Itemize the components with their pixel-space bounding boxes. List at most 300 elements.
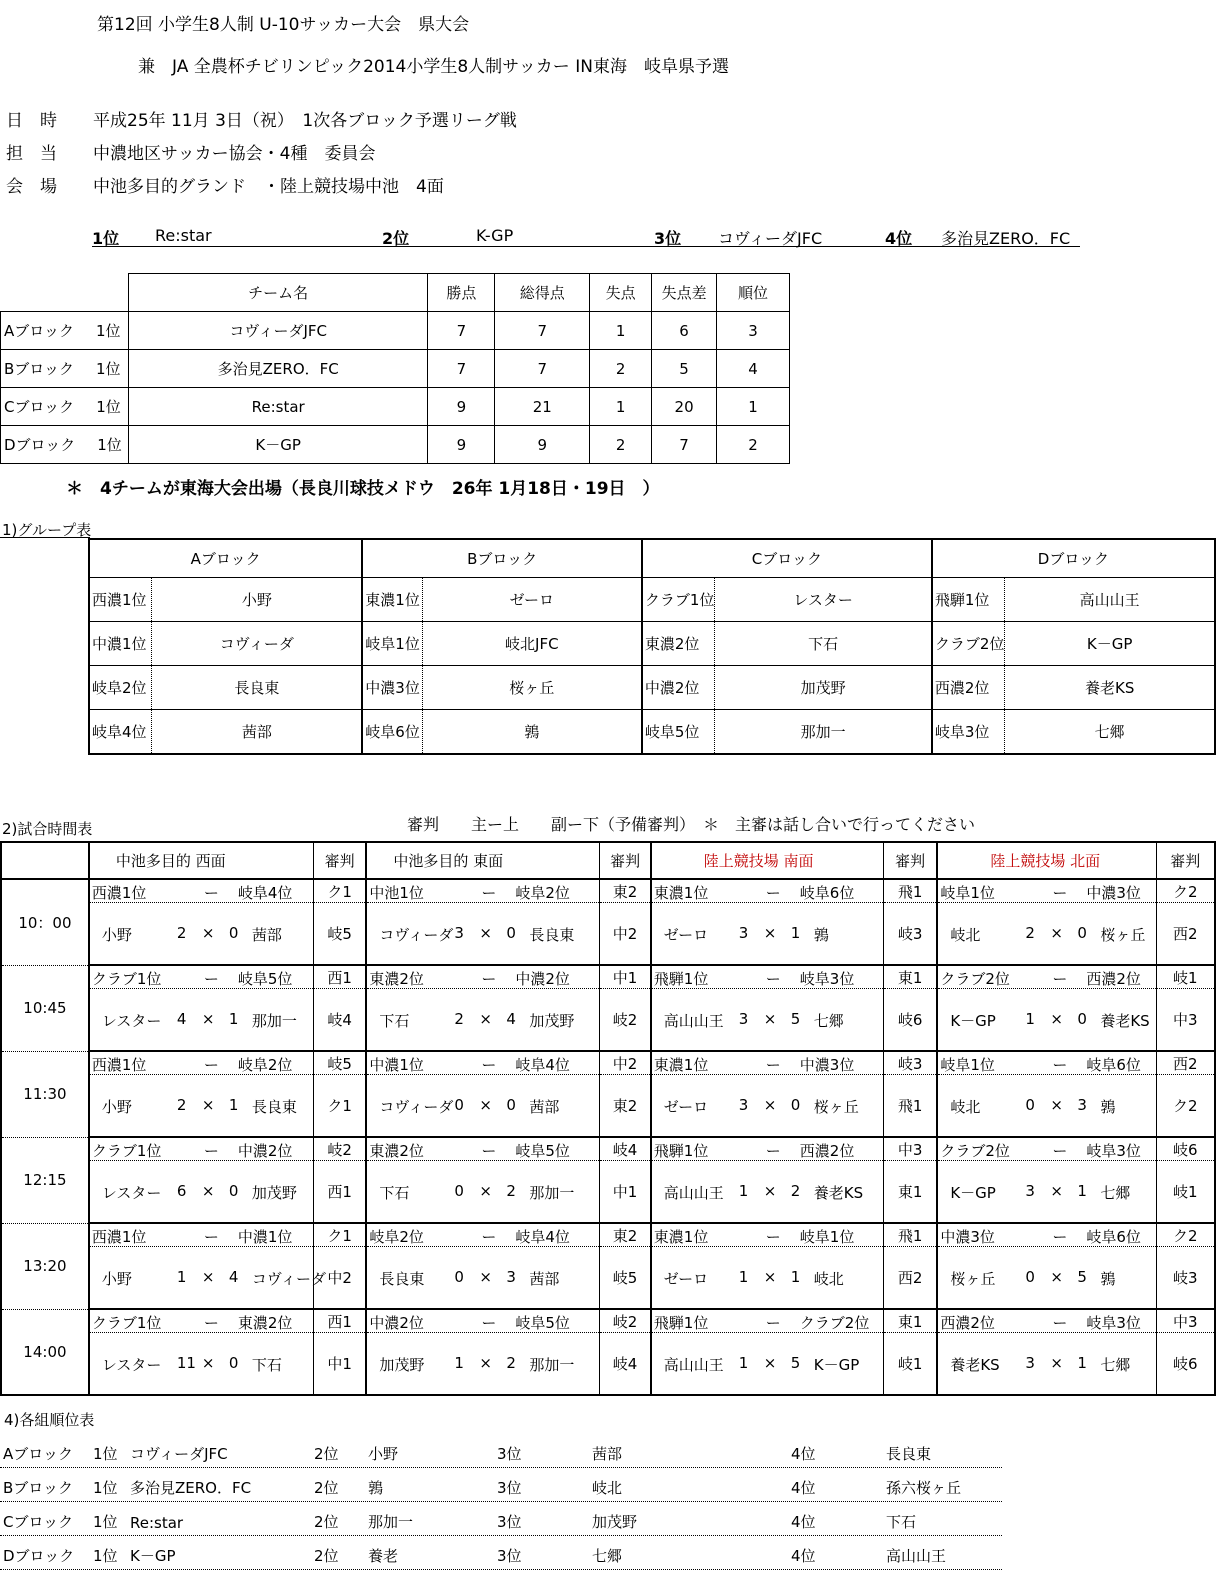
match-score-line xyxy=(940,1096,1155,1116)
referee-sub: ク2 xyxy=(1156,1075,1215,1138)
match-pairing-line xyxy=(369,967,599,987)
standings-t4: 高山山王 xyxy=(886,1547,947,1565)
standings-r4: 4位 xyxy=(791,1513,816,1531)
score-home-team: レスター xyxy=(101,1355,162,1374)
score-away-goals: 1 xyxy=(228,1095,239,1114)
schedule-score-row xyxy=(1,989,1215,1052)
match-score-line xyxy=(654,1096,883,1116)
score-times-sign: × xyxy=(479,1009,492,1028)
score-home-goals: 1 xyxy=(1025,1009,1035,1028)
score-away-goals: 1 xyxy=(790,1267,801,1286)
standings-r4: 4位 xyxy=(791,1547,816,1565)
group-seed: 岐阜1位 xyxy=(362,622,422,666)
pairing-dash: ー xyxy=(765,1314,781,1332)
results-row xyxy=(1,426,790,464)
results-block-name: Aブロック xyxy=(4,322,74,340)
match-pairing-line xyxy=(369,1311,599,1331)
match-score xyxy=(937,1161,1156,1224)
pairing-away: 岐阜3位 xyxy=(799,970,855,988)
pairing-away: 岐阜3位 xyxy=(1086,1314,1141,1332)
results-rank: 2 xyxy=(717,426,790,464)
score-away-goals: 0 xyxy=(228,923,239,942)
final-rank-3-label: 3位 xyxy=(654,229,682,248)
groups-heading: 1)グループ表 xyxy=(2,521,92,539)
results-goals-against: 1 xyxy=(590,312,652,350)
score-away-team: 岐北 xyxy=(813,1269,844,1288)
score-away-goals: 1 xyxy=(790,923,801,942)
match-score xyxy=(89,1075,314,1138)
results-team: K－GP xyxy=(128,426,428,464)
results-row xyxy=(1,312,790,350)
score-times-sign: × xyxy=(479,1181,492,1200)
group-seed: 東濃2位 xyxy=(642,622,715,666)
match-score xyxy=(89,1333,314,1396)
schedule-time: 11:30 xyxy=(1,1051,89,1137)
match-pairing-line xyxy=(654,1311,883,1331)
standings-heading: 4)各組順位表 xyxy=(4,1411,95,1429)
match-score xyxy=(366,1161,600,1224)
match-pairing-line xyxy=(92,881,313,901)
referee-sub: 岐6 xyxy=(1156,1333,1215,1396)
standings-r3: 3位 xyxy=(497,1547,522,1565)
pairing-away: クラブ2位 xyxy=(799,1314,870,1332)
results-block-cell xyxy=(1,312,129,350)
referee-sub: 岐6 xyxy=(883,989,937,1052)
match-pairing xyxy=(651,1223,884,1247)
match-pairing-line xyxy=(654,1225,883,1245)
match-pairing xyxy=(651,879,884,903)
referee-main: 東1 xyxy=(883,965,937,989)
standings-t3: 加茂野 xyxy=(592,1513,638,1531)
match-pairing-line xyxy=(940,967,1155,987)
group-team: 桜ヶ丘 xyxy=(422,666,642,710)
schedule-score-row xyxy=(1,1075,1215,1138)
match-score-line xyxy=(369,924,599,944)
match-pairing xyxy=(89,965,314,989)
schedule-time: 10：00 xyxy=(1,879,89,965)
results-goal-diff: 5 xyxy=(652,350,717,388)
referee-header: 審判 xyxy=(883,842,937,879)
match-pairing xyxy=(89,1309,314,1333)
final-rank-2-label: 2位 xyxy=(382,229,410,248)
match-score xyxy=(651,903,884,966)
standings-block: Cブロック xyxy=(3,1513,74,1531)
standings-r2: 2位 xyxy=(314,1513,339,1531)
group-seed: 飛騨1位 xyxy=(932,578,1005,622)
group-team: 鶉 xyxy=(422,710,642,755)
score-times-sign: × xyxy=(1050,1095,1063,1114)
pairing-dash: ー xyxy=(1052,1056,1068,1074)
final-rank-1-team: Re:star xyxy=(155,226,212,245)
match-score xyxy=(937,1075,1156,1138)
score-away-goals: 0 xyxy=(1077,923,1087,942)
score-times-sign: × xyxy=(1050,1353,1063,1372)
score-home-goals: 1 xyxy=(738,1267,749,1286)
match-pairing xyxy=(937,1309,1156,1333)
match-score-line xyxy=(92,1010,313,1030)
pairing-away: 岐阜6位 xyxy=(1086,1228,1141,1246)
pairing-home: クラブ1位 xyxy=(91,1142,162,1160)
score-away-team: 七郷 xyxy=(1100,1183,1131,1202)
results-points: 9 xyxy=(428,426,495,464)
match-pairing xyxy=(937,879,1156,903)
score-home-goals: 0 xyxy=(454,1095,464,1114)
group-seed: 東濃1位 xyxy=(362,578,422,622)
pairing-away: 岐阜3位 xyxy=(1086,1142,1141,1160)
score-away-team: 桜ヶ丘 xyxy=(813,1097,859,1116)
pairing-home: 東濃2位 xyxy=(369,970,424,988)
match-score xyxy=(651,1161,884,1224)
group-team: 養老KS xyxy=(1005,666,1215,710)
referee-header: 審判 xyxy=(600,842,651,879)
pairing-dash: ー xyxy=(481,970,497,988)
score-home-goals: 3 xyxy=(1025,1181,1035,1200)
info-value-date: 平成25年 11月 3日（祝） 1次各ブロック予選リーグ戦 xyxy=(93,111,517,131)
score-away-team: 加茂野 xyxy=(251,1183,297,1202)
group-seed: 中濃2位 xyxy=(642,666,715,710)
match-pairing xyxy=(651,1051,884,1075)
referee-main: 岐3 xyxy=(883,1051,937,1075)
pairing-dash: ー xyxy=(765,1056,781,1074)
schedule-score-row xyxy=(1,903,1215,966)
schedule-score-row xyxy=(1,1247,1215,1310)
match-pairing xyxy=(651,965,884,989)
results-goals-for: 21 xyxy=(495,388,590,426)
pairing-dash: ー xyxy=(481,1056,497,1074)
standings-r3: 3位 xyxy=(497,1513,522,1531)
group-seed: 岐阜4位 xyxy=(89,710,152,755)
results-block-pos: 1位 xyxy=(97,436,122,454)
match-score-line xyxy=(92,1182,313,1202)
score-away-team: 茜部 xyxy=(529,1097,560,1116)
pairing-dash: ー xyxy=(481,884,497,902)
score-times-sign: × xyxy=(479,1353,492,1372)
pairing-home: 西濃2位 xyxy=(940,1314,995,1332)
pairing-away: 岐阜4位 xyxy=(515,1056,570,1074)
venue-header-2: 陸上競技場 南面 xyxy=(651,842,884,879)
score-home-team: レスター xyxy=(101,1183,162,1202)
pairing-home: クラブ1位 xyxy=(91,970,162,988)
results-goals-against: 2 xyxy=(590,350,652,388)
score-away-team: 七郷 xyxy=(813,1011,844,1030)
group-header-0: Aブロック xyxy=(89,539,362,578)
pairing-dash: ー xyxy=(203,970,219,988)
referee-sub: 中1 xyxy=(600,1161,651,1224)
info-label-venue: 会 場 xyxy=(6,177,57,197)
schedule-score-row xyxy=(1,1333,1215,1396)
match-score-line xyxy=(654,1268,883,1288)
results-block-name: Cブロック xyxy=(4,398,75,416)
results-goals-against: 2 xyxy=(590,426,652,464)
score-times-sign: × xyxy=(201,1009,215,1028)
score-home-goals: 3 xyxy=(454,923,464,942)
score-home-goals: 2 xyxy=(176,923,187,942)
score-home-team: 小野 xyxy=(101,925,132,944)
match-pairing-line xyxy=(940,1311,1155,1331)
match-score-line xyxy=(369,1096,599,1116)
match-pairing xyxy=(937,1223,1156,1247)
pairing-home: クラブ2位 xyxy=(940,970,1010,988)
match-score xyxy=(366,903,600,966)
group-header-1: Bブロック xyxy=(362,539,642,578)
pairing-away: 岐阜5位 xyxy=(237,970,293,988)
group-seed: クラブ2位 xyxy=(932,622,1005,666)
standings-block: Aブロック xyxy=(3,1445,73,1463)
pairing-home: 中濃1位 xyxy=(369,1056,424,1074)
results-points: 9 xyxy=(428,388,495,426)
results-row xyxy=(1,350,790,388)
info-label-charge: 担 当 xyxy=(6,144,57,164)
match-pairing-line xyxy=(92,1053,313,1073)
standings-r2: 2位 xyxy=(314,1479,339,1497)
score-home-team: K－GP xyxy=(950,1183,996,1202)
score-times-sign: × xyxy=(763,1353,777,1372)
results-header-row xyxy=(1,274,790,312)
score-home-team: 岐北 xyxy=(950,1097,981,1116)
score-home-goals: 0 xyxy=(454,1267,464,1286)
group-team: 茜部 xyxy=(152,710,362,755)
schedule-time: 13:20 xyxy=(1,1223,89,1309)
schedule-heading: 2)試合時間表 xyxy=(2,820,93,838)
pairing-dash: ー xyxy=(481,1314,497,1332)
pairing-away: 岐阜6位 xyxy=(1086,1056,1141,1074)
standings-t2: 那加一 xyxy=(368,1513,414,1531)
pairing-home: 飛騨1位 xyxy=(653,1314,709,1332)
score-home-team: ゼーロ xyxy=(663,925,709,944)
schedule-header-row xyxy=(1,842,1215,879)
results-block-cell xyxy=(1,350,129,388)
match-score-line xyxy=(369,1010,599,1030)
pairing-away: 岐阜5位 xyxy=(515,1314,570,1332)
results-header-team: チーム名 xyxy=(128,274,428,312)
score-home-goals: 2 xyxy=(454,1009,464,1028)
results-header-goals-for: 総得点 xyxy=(495,274,590,312)
score-times-sign: × xyxy=(201,1353,215,1372)
match-score xyxy=(937,989,1156,1052)
group-seed: 岐阜3位 xyxy=(932,710,1005,755)
match-pairing-line xyxy=(369,1139,599,1159)
results-team: 多治見ZERO．FC xyxy=(128,350,428,388)
results-goals-for: 7 xyxy=(495,350,590,388)
venue-header-0: 中池多目的 西面 xyxy=(89,842,314,879)
pairing-away: 東濃2位 xyxy=(237,1314,293,1332)
score-away-goals: 4 xyxy=(228,1267,239,1286)
group-row xyxy=(89,666,1215,710)
score-away-team: コヴィーダ xyxy=(251,1269,326,1288)
standings-r1: 1位 xyxy=(93,1547,118,1565)
score-home-goals: 1 xyxy=(176,1267,187,1286)
score-home-goals: 3 xyxy=(738,1095,749,1114)
score-home-team: コヴィーダ xyxy=(379,925,454,944)
match-score-line xyxy=(654,1182,883,1202)
pairing-home: 西濃1位 xyxy=(91,884,147,902)
score-away-team: 加茂野 xyxy=(529,1011,575,1030)
score-away-goals: 1 xyxy=(1077,1181,1087,1200)
match-score-line xyxy=(940,1182,1155,1202)
score-times-sign: × xyxy=(201,1267,215,1286)
pairing-away: 岐阜2位 xyxy=(237,1056,293,1074)
schedule-pair-row xyxy=(1,1051,1215,1075)
group-team: コヴィーダ xyxy=(152,622,362,666)
pairing-away: 中濃3位 xyxy=(1086,884,1141,902)
results-header-goal-diff: 失点差 xyxy=(652,274,717,312)
referee-header: 審判 xyxy=(313,842,366,879)
results-team: コヴィーダJFC xyxy=(128,312,428,350)
referee-main: 岐1 xyxy=(1156,965,1215,989)
results-block-pos: 1位 xyxy=(96,398,121,416)
referee-main: 東2 xyxy=(600,879,651,903)
match-pairing-line xyxy=(654,1139,883,1159)
score-home-goals: 2 xyxy=(176,1095,187,1114)
venue-header-3: 陸上競技場 北面 xyxy=(937,842,1156,879)
score-home-goals: 0 xyxy=(454,1181,464,1200)
match-pairing xyxy=(89,1051,314,1075)
standings-t4: 長良東 xyxy=(886,1445,932,1463)
match-pairing-line xyxy=(369,1053,599,1073)
score-away-team: K－GP xyxy=(813,1355,860,1374)
score-away-team: 那加一 xyxy=(529,1355,575,1374)
standings-row xyxy=(0,1509,1002,1536)
match-pairing xyxy=(366,1137,600,1161)
schedule-table xyxy=(0,841,1216,1396)
pairing-away: 岐阜2位 xyxy=(515,884,570,902)
score-times-sign: × xyxy=(201,1095,215,1114)
group-header-3: Dブロック xyxy=(932,539,1215,578)
referee-main: ク1 xyxy=(313,879,366,903)
standings-t4: 孫六桜ヶ丘 xyxy=(886,1479,962,1497)
score-times-sign: × xyxy=(1050,1267,1063,1286)
score-away-team: 茜部 xyxy=(529,1269,560,1288)
score-home-team: 養老KS xyxy=(950,1355,1000,1374)
referee-header: 審判 xyxy=(1156,842,1215,879)
pairing-away: 中濃2位 xyxy=(515,970,570,988)
match-pairing xyxy=(366,1051,600,1075)
referee-sub: 岐4 xyxy=(600,1333,651,1396)
match-pairing xyxy=(937,965,1156,989)
pairing-away: 岐阜5位 xyxy=(515,1142,570,1160)
match-score xyxy=(366,1247,600,1310)
referee-sub: 岐3 xyxy=(1156,1247,1215,1310)
results-table xyxy=(0,273,790,464)
results-header-goals-against: 失点 xyxy=(590,274,652,312)
match-pairing-line xyxy=(92,1311,313,1331)
group-seed: 西濃2位 xyxy=(932,666,1005,710)
standings-t1: Re:star xyxy=(130,1514,184,1532)
match-pairing-line xyxy=(654,1053,883,1073)
referee-main: 飛1 xyxy=(883,1223,937,1247)
score-away-goals: 5 xyxy=(790,1009,801,1028)
group-team: ゼーロ xyxy=(422,578,642,622)
score-away-team: 養老KS xyxy=(813,1183,864,1202)
score-home-team: 加茂野 xyxy=(379,1355,425,1374)
score-home-team: 桜ヶ丘 xyxy=(950,1269,996,1288)
match-pairing-line xyxy=(940,1139,1155,1159)
match-score-line xyxy=(654,924,883,944)
match-score-line xyxy=(940,1010,1155,1030)
match-score xyxy=(937,903,1156,966)
score-home-goals: 6 xyxy=(176,1181,187,1200)
pairing-home: 東濃2位 xyxy=(369,1142,424,1160)
group-team: 那加一 xyxy=(715,710,932,755)
group-seed: 中濃3位 xyxy=(362,666,422,710)
pairing-dash: ー xyxy=(1052,1314,1068,1332)
match-score xyxy=(937,1247,1156,1310)
standings-t2: 鶉 xyxy=(368,1479,384,1497)
score-away-team: 桜ヶ丘 xyxy=(1100,925,1146,944)
score-home-goals: 4 xyxy=(176,1009,187,1028)
pairing-home: クラブ2位 xyxy=(940,1142,1010,1160)
score-times-sign: × xyxy=(763,923,777,942)
results-rank: 3 xyxy=(717,312,790,350)
score-away-goals: 0 xyxy=(228,1181,239,1200)
group-seed: 西濃1位 xyxy=(89,578,152,622)
info-value-charge: 中濃地区サッカー協会・4種 委員会 xyxy=(93,144,376,164)
pairing-dash: ー xyxy=(203,1142,219,1160)
match-pairing xyxy=(937,1137,1156,1161)
score-away-team: 長良東 xyxy=(529,925,575,944)
standings-r1: 1位 xyxy=(93,1445,118,1463)
tokai-note: ＊ 4チームが東海大会出場（長良川球技メドウ 26年 1月18日・19日 ） xyxy=(66,479,660,499)
score-home-team: 下石 xyxy=(379,1011,410,1030)
score-times-sign: × xyxy=(763,1181,777,1200)
match-pairing xyxy=(89,1223,314,1247)
pairing-home: 東濃1位 xyxy=(653,1228,709,1246)
score-away-goals: 1 xyxy=(1077,1353,1087,1372)
results-row xyxy=(1,388,790,426)
match-score-line xyxy=(654,1010,883,1030)
referee-sub: 中2 xyxy=(600,903,651,966)
standings-block: Dブロック xyxy=(3,1547,75,1565)
match-score-line xyxy=(92,1096,313,1116)
score-home-team: 高山山王 xyxy=(663,1355,724,1374)
pairing-dash: ー xyxy=(1052,970,1068,988)
group-header-2: Cブロック xyxy=(642,539,932,578)
referee-sub: 岐3 xyxy=(883,903,937,966)
score-times-sign: × xyxy=(763,1095,777,1114)
group-seed: クラブ1位 xyxy=(642,578,715,622)
pairing-dash: ー xyxy=(1052,884,1068,902)
score-away-team: 那加一 xyxy=(251,1011,297,1030)
pairing-home: 中濃2位 xyxy=(369,1314,424,1332)
pairing-away: 岐阜4位 xyxy=(237,884,293,902)
referee-sub: 飛1 xyxy=(883,1075,937,1138)
referee-main: 中2 xyxy=(600,1051,651,1075)
match-score xyxy=(366,1333,600,1396)
referee-main: 西2 xyxy=(1156,1051,1215,1075)
pairing-dash: ー xyxy=(481,1228,497,1246)
referee-sub: 岐4 xyxy=(313,989,366,1052)
standings-r1: 1位 xyxy=(93,1479,118,1497)
standings-t4: 下石 xyxy=(886,1513,917,1531)
score-home-team: 高山山王 xyxy=(663,1011,724,1030)
pairing-dash: ー xyxy=(1052,1228,1068,1246)
score-away-goals: 3 xyxy=(1077,1095,1087,1114)
match-score-line xyxy=(940,1354,1155,1374)
match-score-line xyxy=(92,924,313,944)
match-score xyxy=(366,989,600,1052)
group-team: 高山山王 xyxy=(1005,578,1215,622)
score-away-team: 七郷 xyxy=(1100,1355,1131,1374)
referee-main: ク1 xyxy=(313,1223,366,1247)
results-rank: 1 xyxy=(717,388,790,426)
group-seed: 中濃1位 xyxy=(89,622,152,666)
schedule-pair-row xyxy=(1,1309,1215,1333)
score-home-team: 長良東 xyxy=(379,1269,425,1288)
score-home-team: 小野 xyxy=(101,1269,132,1288)
group-seed: 岐阜2位 xyxy=(89,666,152,710)
results-block-name: Dブロック xyxy=(4,436,76,454)
referee-sub: 岐5 xyxy=(600,1247,651,1310)
